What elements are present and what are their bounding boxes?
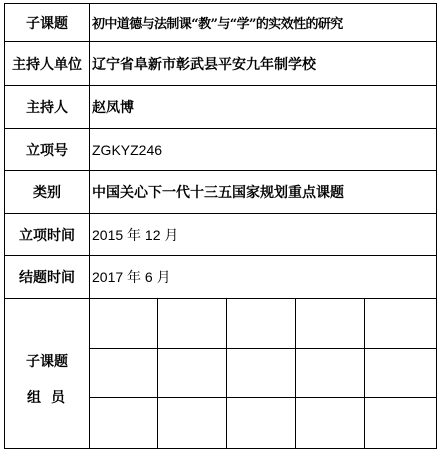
host-person-label: 主持人 <box>5 86 90 129</box>
member-cell <box>365 398 437 449</box>
table-row <box>5 256 437 299</box>
table-row <box>5 86 437 129</box>
members-label-line1: 子课题 <box>26 353 68 370</box>
member-cell <box>158 349 227 398</box>
member-cell <box>365 349 437 398</box>
member-cell <box>227 398 296 449</box>
project-info-table <box>4 3 437 449</box>
member-cell <box>365 299 437 349</box>
table-row <box>5 214 437 256</box>
approval-date-label: 立项时间 <box>5 214 90 256</box>
table-row <box>5 4 437 42</box>
project-number-label: 立项号 <box>5 129 90 171</box>
category-value: 中国关心下一代十三五国家规划重点课题 <box>90 171 437 214</box>
member-cell <box>227 299 296 349</box>
members-label <box>5 299 90 449</box>
member-cell <box>158 299 227 349</box>
host-unit-value: 辽宁省阜新市彰武县平安九年制学校 <box>90 42 437 86</box>
member-cell <box>90 299 158 349</box>
member-cell <box>158 398 227 449</box>
host-unit-label: 主持人单位 <box>5 42 90 86</box>
members-label-line2: 组员 <box>27 389 75 406</box>
category-label: 类别 <box>5 171 90 214</box>
member-cell <box>296 398 365 449</box>
member-cell <box>90 398 158 449</box>
member-cell <box>227 349 296 398</box>
table-row <box>5 129 437 171</box>
table-row <box>5 171 437 214</box>
member-cell <box>296 299 365 349</box>
subtopic-value: 初中道德与法制课“教”与“学”的实效性的研究 <box>90 4 437 42</box>
approval-date-value: 2015 年 12 月 <box>90 214 437 256</box>
member-cell <box>90 349 158 398</box>
completion-date-value: 2017 年 6 月 <box>90 256 437 299</box>
project-number-value: ZGKYZ246 <box>90 129 437 171</box>
member-cell <box>296 349 365 398</box>
subtopic-label: 子课题 <box>5 4 90 42</box>
members-row <box>5 299 437 349</box>
host-person-value: 赵凤博 <box>90 86 437 129</box>
completion-date-label: 结题时间 <box>5 256 90 299</box>
table-row <box>5 42 437 86</box>
